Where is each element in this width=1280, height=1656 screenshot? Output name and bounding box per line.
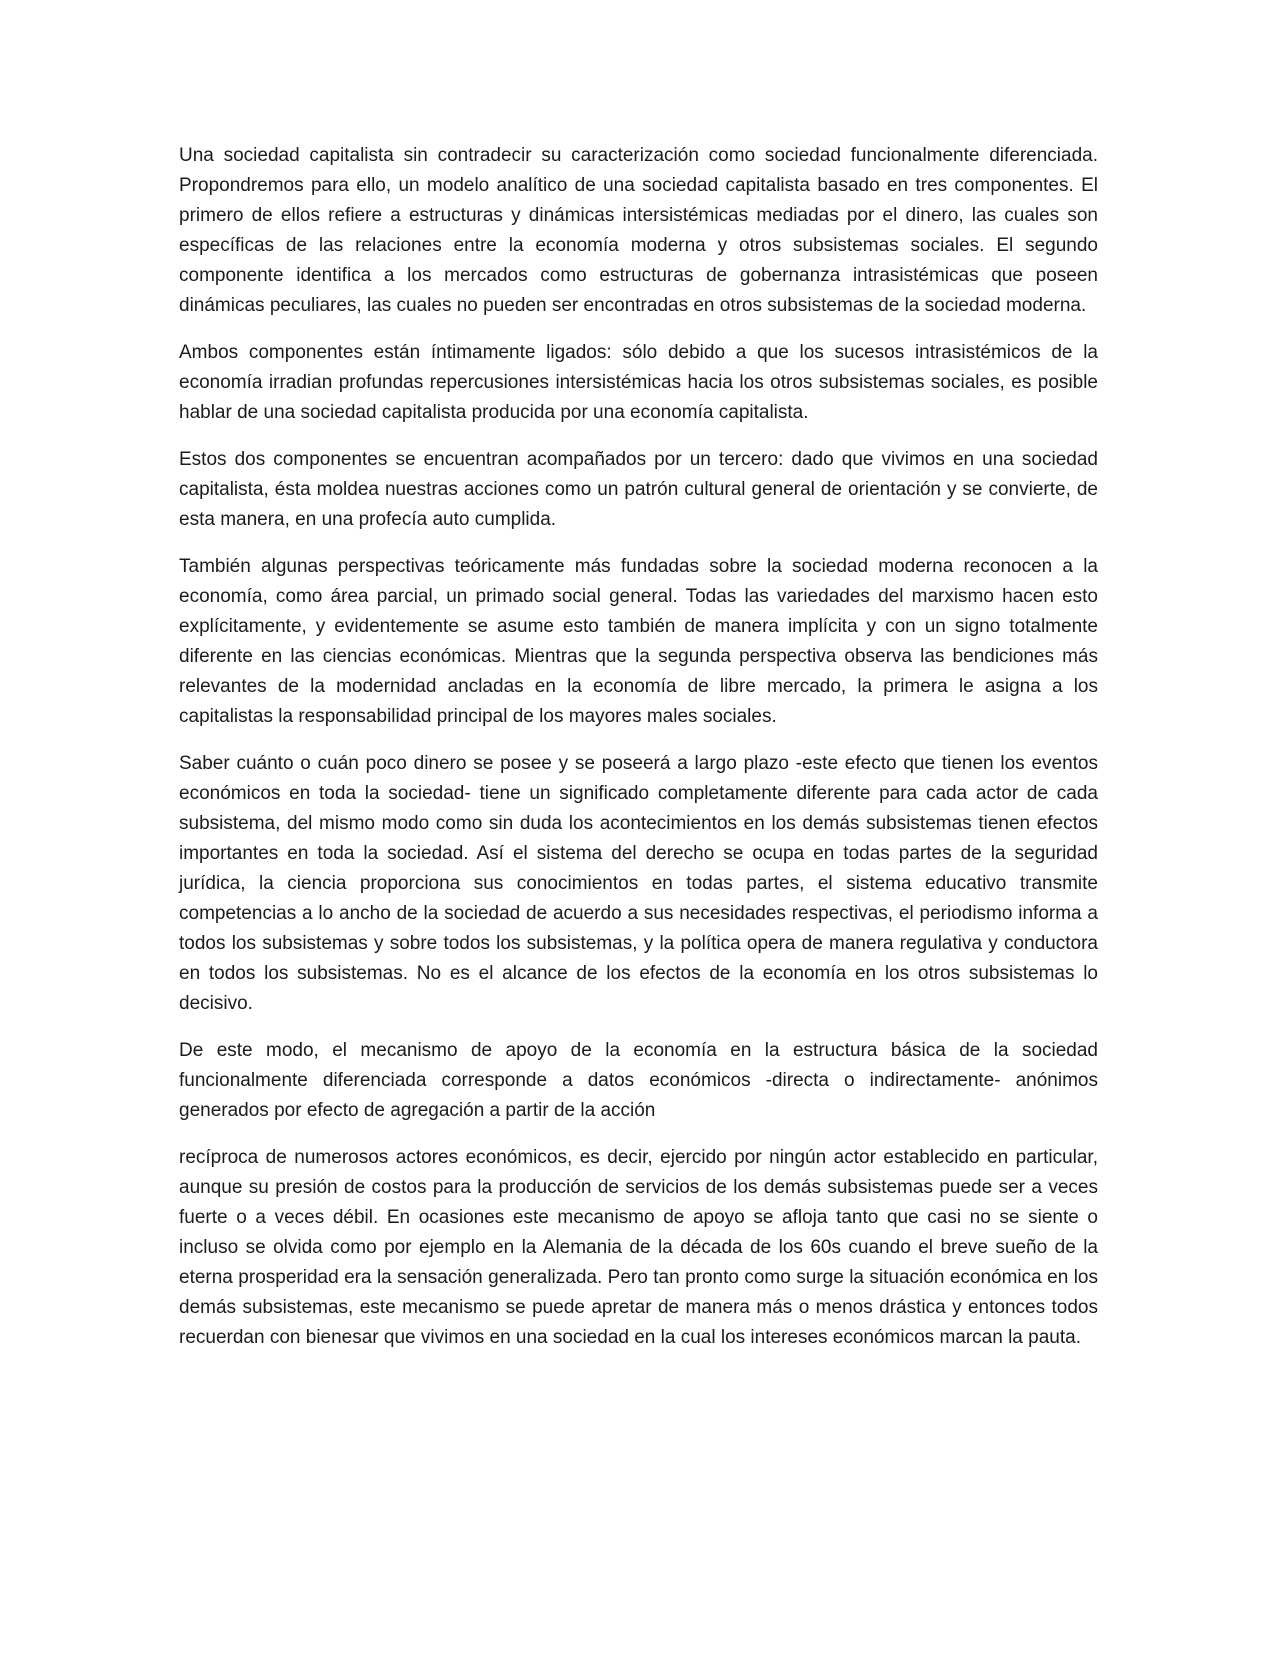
paragraph-2: Ambos componentes están íntimamente ligados: sólo debido a que los sucesos intrasistémicos de la economía irradian profundas repercusiones intersistémicas hacia los otros subsistemas sociales, es posible hablar de una sociedad capitalista producida por una economía capitalista.: [179, 342, 1098, 423]
paragraph-3: Estos dos componentes se encuentran acompañados por un tercero: dado que vivimos en una sociedad capitalista, ésta moldea nuestras acciones como un patrón cultural general de orientación y se convierte, de esta manera, en una profecía auto cumplida.: [179, 449, 1098, 530]
paragraph-1: Una sociedad capitalista sin contradecir su caracterización como sociedad funcionalmente diferenciada. Propondremos para ello, un modelo analítico de una sociedad capitalista basado en tres componentes. El primero de ellos refiere a estructuras y dinámicas intersistémicas mediadas por el dinero, las cuales son específicas de las relaciones entre la economía moderna y otros subsistemas sociales. El segundo componente identifica a los mercados como estructuras de gobernanza intrasistémicas que poseen dinámicas peculiares, las cuales no pueden ser encontradas en otros subsistemas de la sociedad moderna.: [179, 145, 1098, 316]
paragraph-4: También algunas perspectivas teóricamente más fundadas sobre la sociedad moderna reconocen a la economía, como área parcial, un primado social general. Todas las variedades del marxismo hacen esto explícitamente, y evidentemente se asume esto también de manera implícita y con un signo totalmente diferente en las ciencias económicas. Mientras que la segunda perspectiva observa las bendiciones más relevantes de la modernidad ancladas en la economía de libre mercado, la primera le asigna a los capitalistas la responsabilidad principal de los mayores males sociales.: [179, 556, 1098, 727]
paragraph-6: De este modo, el mecanismo de apoyo de la economía en la estructura básica de la sociedad funcionalmente diferenciada corresponde a datos económicos -directa o indirectamente- anónimos generados por efecto de agregación a partir de la acción: [179, 1040, 1098, 1121]
paragraph-7: recíproca de numerosos actores económicos, es decir, ejercido por ningún actor establecido en particular, aunque su presión de costos para la producción de servicios de los demás subsistemas puede ser a veces fuerte o a veces débil. En ocasiones este mecanismo de apoyo se afloja tanto que casi no se siente o incluso se olvida como por ejemplo en la Alemania de la década de los 60s cuando el breve sueño de la eterna prosperidad era la sensación generalizada. Pero tan pronto como surge la situación económica en los demás subsistemas, este mecanismo se puede apretar de manera más o menos drástica y entonces todos recuerdan con bienesar que vivimos en una sociedad en la cual los intereses económicos marcan la pauta.: [179, 1147, 1098, 1348]
document-body: [179, 141, 1098, 1370]
paragraph-5: Saber cuánto o cuán poco dinero se posee y se poseerá a largo plazo -este efecto que tienen los eventos económicos en toda la sociedad- tiene un significado completamente diferente para cada actor de cada subsistema, del mismo modo como sin duda los acontecimientos en los demás subsistemas tienen efectos importantes en toda la sociedad. Así el sistema del derecho se ocupa en todas partes de la seguridad jurídica, la ciencia proporciona sus conocimientos en todas partes, el sistema educativo transmite competencias a lo ancho de la sociedad de acuerdo a sus necesidades respectivas, el periodismo informa a todos los subsistemas y sobre todos los subsistemas, y la política opera de manera regulativa y conductora en todos los subsistemas. No es el alcance de los efectos de la economía en los otros subsistemas lo decisivo.: [179, 753, 1098, 1014]
